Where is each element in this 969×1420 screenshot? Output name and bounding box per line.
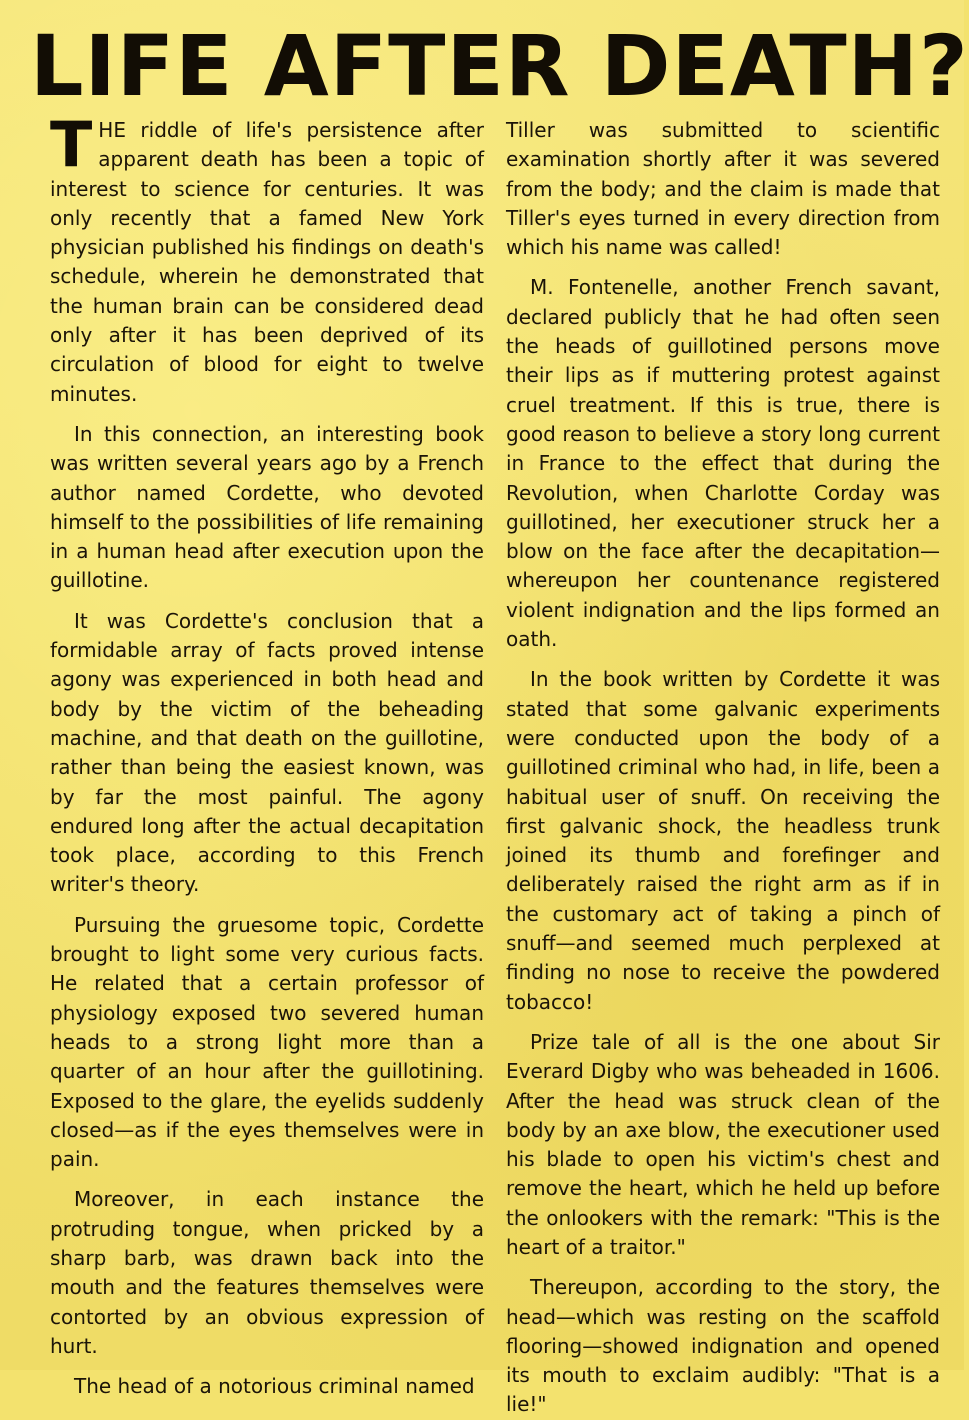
paragraph: It was Cordette's conclusion that a formidable array of facts proved intense agony was experienced in both head and body by the victim of the beheading machine, and that death on the guillotine, rather than being the easiest known, was by far the most painful. The agony endured long after the actual decapitation took place, according to this French writer's theory. — [50, 608, 484, 897]
continued-paragraph: Tiller was submitted to scientific examination shortly after it was severed from the body; and the claim is made that Tiller's eyes turned in every direction from which his name was called! — [506, 118, 940, 260]
drop-cap: T — [50, 108, 93, 181]
right-column — [506, 116, 940, 1417]
paragraph: In this connection, an interesting book was written several years ago by a French author named Cordette, who devoted himself to the possibilities of life remaining in a human head after execution upon the guillotine. — [50, 421, 484, 593]
left-column — [50, 108, 484, 1399]
paragraph: Thereupon, according to the story, the head—which was resting on the scaffold flooring—showed indignation and opened its mouth to exclaim audibly: "That is a lie!" — [506, 1275, 940, 1417]
paragraph-text: HE riddle of life's persistence after apparent death has been a topic of interest to science for centuries. It was only recently that a famed New York physician published his findings on death's schedule, wherein he demonstrated that the human brain can be considered dead only after it has been deprived of its circulation of blood for eight to twelve minutes. — [50, 118, 484, 406]
paragraph: The head of a notorious criminal named — [74, 1374, 475, 1399]
paragraph: Prize tale of all is the one about Sir Everard Digby who was beheaded in 1606. After the head was struck clean of the body by an axe blow, the executioner used his blade to open his victim's chest and remove the heart, which he held up before the onlookers with the remark: "This is the heart of a traitor." — [506, 1029, 940, 1259]
paragraph: Moreover, in each instance the protruding tongue, when pricked by a sharp barb, was drawn back into the mouth and the features themselves were contorted by an obvious expression of hurt. — [50, 1187, 484, 1358]
paragraph: In the book written by Cordette it was stated that some galvanic experiments were conducted upon the body of a guillotined criminal who had, in life, been a habitual user of snuff. On receiving the first galvanic shock, the headless trunk joined its thumb and forefinger and deliberately raised the right arm as if in the customary act of taking a pinch of snuff—and seemed much perplexed at finding no nose to receive the powdered tobacco! — [506, 667, 940, 1014]
paragraph: M. Fontenelle, another French savant, declared publicly that he had often seen the heads of guillotined persons move their lips as if muttering protest against cruel treatment. If this is true, there is good reason to believe a story long current in France to the effect that during the Revolution, when Charlotte Corday was guillotined, her executioner struck her a blow on the face after the decapitation—whereupon her countenance registered violent indignation and the lips formed an oath. — [506, 275, 940, 652]
paragraph — [50, 108, 484, 409]
headline: LIFE AFTER DEATH? — [30, 17, 969, 115]
paragraph: Pursuing the gruesome topic, Cordette brought to light some very curious facts. He related that a certain professor of physiology exposed two severed human heads to a strong light more than a quarter of an hour after the guillotining. Exposed to the glare, the eyelids suddenly closed—as if the eyes themselves were in pain. — [50, 912, 484, 1172]
